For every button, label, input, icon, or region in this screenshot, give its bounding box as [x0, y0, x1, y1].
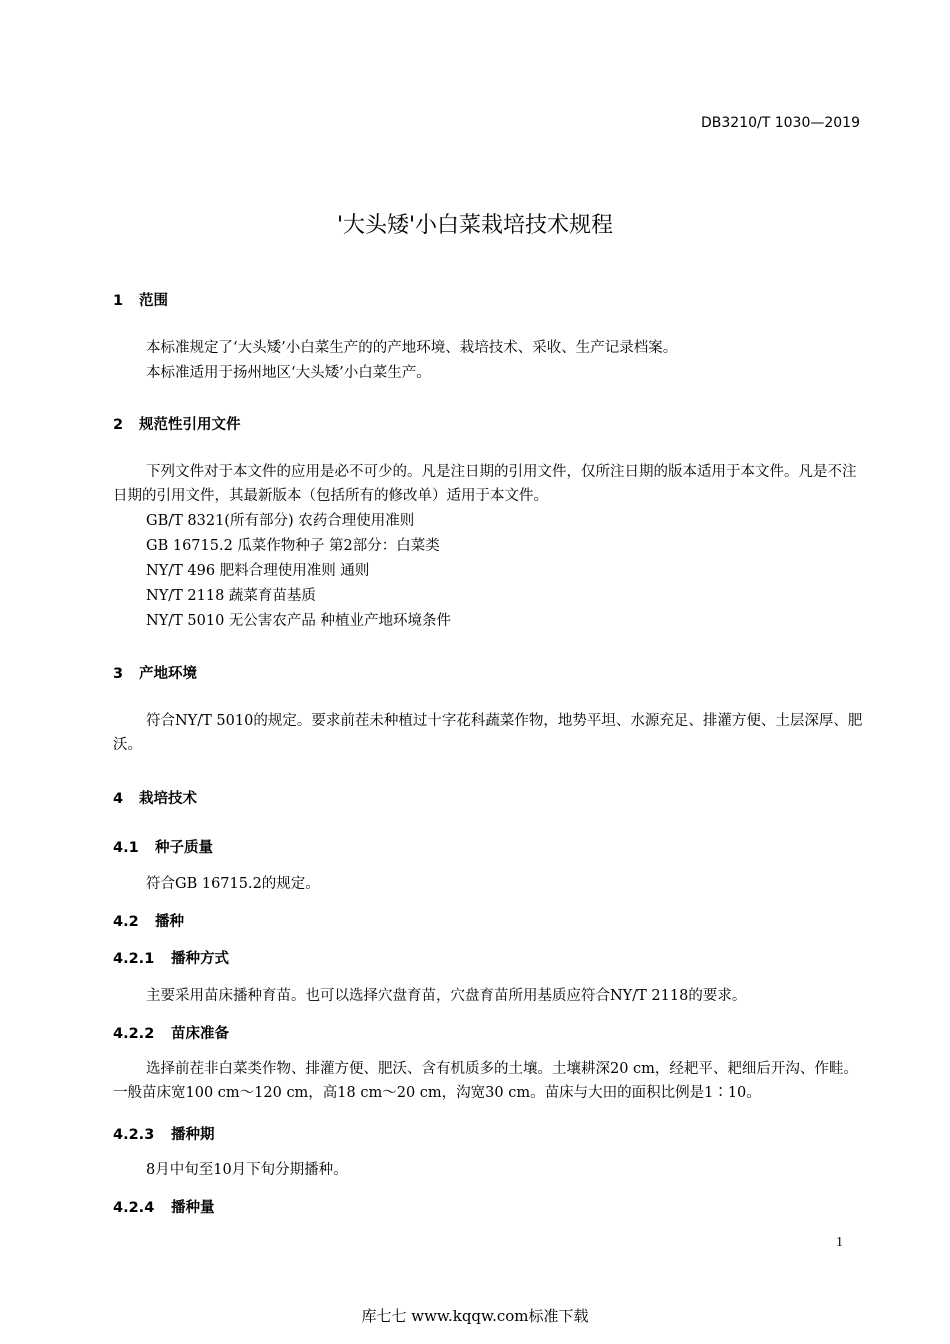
section-title: 播种期 — [171, 1127, 215, 1143]
subsection-heading-4-2-2 — [113, 1022, 229, 1043]
paragraph: 本标准规定了‘大头矮’小白菜生产的的产地环境、栽培技术、采收、生产记录档案。 — [146, 340, 678, 356]
footer-watermark: 库七七 www.kqqw.com标准下载 — [361, 1307, 589, 1325]
reference-item: GB/T 8321(所有部分) 农药合理使用准则 — [146, 513, 415, 529]
paragraph: 本标准适用于扬州地区‘大头矮’小白菜生产。 — [146, 365, 431, 381]
section-number: 4.2.4 — [113, 1200, 155, 1216]
section-title: 苗床准备 — [171, 1026, 229, 1042]
reference-item: NY/T 496 肥料合理使用准则 通则 — [146, 563, 370, 579]
section-title: 播种量 — [171, 1200, 215, 1216]
section-title: 种子质量 — [155, 840, 213, 856]
paragraph: 8月中旬至10月下旬分期播种。 — [146, 1162, 348, 1178]
section-number: 2 — [113, 417, 124, 433]
section-title: 规范性引用文件 — [139, 417, 241, 433]
paragraph: 主要采用苗床播种育苗。也可以选择穴盘育苗，穴盘育苗所用基质应符合NY/T 2118的要求。 — [146, 988, 747, 1004]
section-heading-1 — [113, 289, 168, 310]
reference-item: GB 16715.2 瓜菜作物种子 第2部分：白菜类 — [146, 538, 440, 554]
subsection-heading-4-2 — [113, 910, 184, 931]
section-number: 4.2.3 — [113, 1127, 155, 1143]
paragraph: 下列文件对于本文件的应用是必不可少的。凡是注日期的引用文件，仅所注日期的版本适用于本文件。凡是不注日期的引用文件，其最新版本（包括所有的修改单）适用于本文件。 — [113, 464, 857, 504]
section-number: 4.1 — [113, 840, 139, 856]
document-title: '大头矮'小白菜栽培技术规程 — [336, 213, 614, 238]
section-number: 4.2 — [113, 914, 139, 930]
section-number: 1 — [113, 293, 124, 309]
subsection-heading-4-2-4 — [113, 1196, 215, 1217]
subsection-heading-4-1 — [113, 836, 213, 857]
section-heading-4 — [113, 787, 197, 808]
subsection-heading-4-2-1 — [113, 947, 229, 968]
reference-item: NY/T 2118 蔬菜育苗基质 — [146, 588, 316, 604]
section-number: 3 — [113, 666, 124, 682]
section-heading-2 — [113, 413, 241, 434]
paragraph: 符合NY/T 5010的规定。要求前茬未种植过十字花科蔬菜作物，地势平坦、水源充足、排灌方便、土层深厚、肥沃。 — [113, 713, 863, 753]
subsection-heading-4-2-3 — [113, 1123, 215, 1144]
page-number: 1 — [836, 1235, 843, 1250]
paragraph: 选择前茬非白菜类作物、排灌方便、肥沃、含有机质多的土壤。土壤耕深20 cm，经耙平、耙细后开沟、作畦。一般苗床宽100 cm～120 cm，高18 cm～20 cm，沟宽30 cm。苗床与大田的面积比例是1∶10。 — [113, 1061, 858, 1101]
section-title: 播种方式 — [171, 951, 229, 967]
section-heading-3 — [113, 662, 197, 683]
section-number: 4 — [113, 791, 124, 807]
document-number: DB3210/T 1030—2019 — [701, 115, 860, 131]
reference-item: NY/T 5010 无公害农产品 种植业产地环境条件 — [146, 613, 452, 629]
section-title: 播种 — [155, 914, 184, 930]
section-number: 4.2.2 — [113, 1026, 155, 1042]
section-title: 产地环境 — [139, 666, 197, 682]
section-title: 栽培技术 — [139, 791, 197, 807]
section-title: 范围 — [139, 293, 168, 309]
section-number: 4.2.1 — [113, 951, 155, 967]
paragraph: 符合GB 16715.2的规定。 — [146, 876, 320, 892]
